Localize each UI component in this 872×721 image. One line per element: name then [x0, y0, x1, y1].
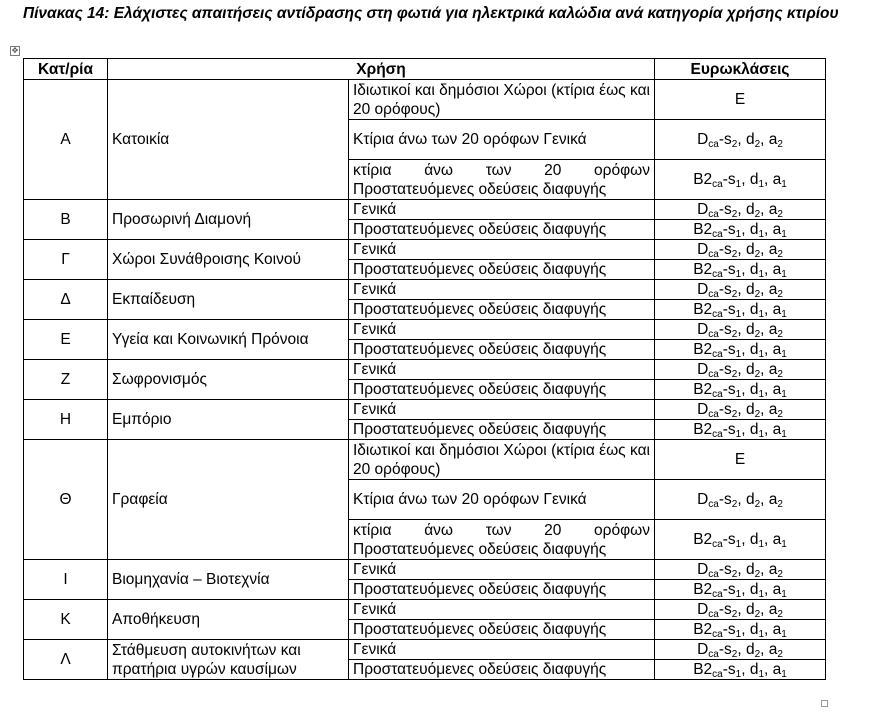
- euroclass-acidity: , a: [760, 321, 778, 338]
- euroclass-smoke: -s: [718, 601, 732, 618]
- category-code: Κ: [24, 600, 108, 640]
- usage-cell: Ιδιωτικοί και δημόσιοι Χώροι (κτίρια έως και 20 ορόφους): [349, 440, 655, 480]
- euroclass-smoke: -s: [718, 361, 732, 378]
- euroclass-smoke-sub: 1: [735, 539, 742, 550]
- euroclass-droplets-sub: 2: [754, 369, 761, 380]
- euroclass-base: B2: [693, 621, 713, 638]
- euroclass-cell: [655, 280, 826, 300]
- euroclass-droplets: , d: [741, 221, 759, 238]
- euroclass-cell: [655, 340, 826, 360]
- euroclass-smoke: -s: [718, 641, 732, 658]
- category-code: Θ: [24, 440, 108, 560]
- usage-cell: Προστατευόμενες οδεύσεις διαφυγής: [349, 660, 655, 680]
- euroclass-base: D: [697, 241, 709, 258]
- euroclass-acidity-sub: 2: [777, 369, 783, 380]
- euroclass-acidity: , a: [764, 301, 782, 318]
- euroclass-droplets: , d: [737, 641, 755, 658]
- table-row: [24, 640, 826, 660]
- euroclass-acidity-sub: 1: [781, 669, 787, 680]
- euroclass-droplets-sub: 2: [754, 649, 761, 660]
- euroclass-acidity: , a: [760, 561, 778, 578]
- euroclass-acidity: , a: [760, 131, 778, 148]
- usage-cell: Προστατευόμενες οδεύσεις διαφυγής: [349, 340, 655, 360]
- euroclass-acidity-sub: 1: [781, 429, 787, 440]
- euroclass-smoke-sub: 1: [735, 309, 742, 320]
- euroclass-cell: [655, 580, 826, 600]
- euroclass-cell: [655, 80, 826, 120]
- euroclass-acidity-sub: 2: [777, 609, 783, 620]
- euroclass-droplets: , d: [741, 531, 759, 548]
- euroclass-cell: [655, 380, 826, 400]
- usage-cell: Προστατευόμενες οδεύσεις διαφυγής: [349, 580, 655, 600]
- euroclass-acidity: , a: [764, 381, 782, 398]
- usage-cell: Κτίρια άνω των 20 ορόφων Γενικά: [349, 480, 655, 520]
- euroclass-droplets-sub: 2: [754, 329, 761, 340]
- euroclass-droplets: , d: [737, 281, 755, 298]
- euroclass-base: B2: [693, 261, 713, 278]
- euroclass-smoke-sub: 1: [735, 629, 742, 640]
- header-euroclass: Ευρωκλάσεις: [655, 59, 826, 80]
- euroclass-smoke: -s: [722, 261, 736, 278]
- euroclass-base: B2: [693, 221, 713, 238]
- euroclass-acidity: , a: [764, 341, 782, 358]
- euroclass-smoke-sub: 1: [735, 589, 742, 600]
- euroclass-smoke-sub: 1: [735, 179, 742, 190]
- euroclass-base: D: [697, 401, 709, 418]
- euroclass-base-sub: ca: [712, 669, 723, 680]
- euroclass-smoke: -s: [722, 381, 736, 398]
- euroclass-smoke-sub: 2: [731, 369, 738, 380]
- euroclass-droplets: , d: [741, 661, 759, 678]
- euroclass-base-sub: ca: [708, 139, 719, 150]
- euroclass-acidity-sub: 1: [781, 269, 787, 280]
- category-name: Υγεία και Κοινωνική Πρόνοια: [108, 320, 349, 360]
- euroclass-droplets-sub: 1: [758, 429, 764, 440]
- euroclass-droplets: , d: [741, 261, 759, 278]
- euroclass-droplets-sub: 2: [754, 499, 761, 510]
- category-code: Α: [24, 80, 108, 200]
- table-move-handle-icon[interactable]: ✥: [11, 46, 19, 55]
- euroclass-base-sub: ca: [712, 309, 723, 320]
- euroclass-cell: [655, 520, 826, 560]
- table-row: [24, 80, 826, 120]
- euroclass-droplets: , d: [737, 491, 755, 508]
- euroclass-base-sub: ca: [712, 229, 723, 240]
- euroclass-droplets-sub: 1: [758, 229, 764, 240]
- euroclass-droplets-sub: 1: [758, 309, 764, 320]
- euroclass-droplets-sub: 1: [758, 179, 764, 190]
- usage-cell: Γενικά: [349, 360, 655, 380]
- category-name: Εμπόριο: [108, 400, 349, 440]
- euroclass-droplets: , d: [741, 301, 759, 318]
- euroclass-droplets: , d: [741, 421, 759, 438]
- euroclass-droplets: , d: [737, 601, 755, 618]
- euroclass-droplets-sub: 2: [754, 609, 761, 620]
- usage-cell: Γενικά: [349, 400, 655, 420]
- euroclass-base-sub: ca: [712, 429, 723, 440]
- euroclass-base-sub: ca: [708, 499, 719, 510]
- category-name: Βιομηχανία – Βιοτεχνία: [108, 560, 349, 600]
- euroclass-droplets: , d: [737, 361, 755, 378]
- euroclass-droplets: , d: [741, 341, 759, 358]
- euroclass-smoke-sub: 2: [731, 609, 738, 620]
- header-row: [24, 59, 826, 80]
- usage-cell: Προστατευόμενες οδεύσεις διαφυγής: [349, 620, 655, 640]
- euroclass-acidity: , a: [760, 281, 778, 298]
- category-name: Χώροι Συνάθροισης Κοινού: [108, 240, 349, 280]
- euroclass-smoke: -s: [718, 321, 732, 338]
- euroclass-base-sub: ca: [708, 609, 719, 620]
- euroclass-cell: [655, 480, 826, 520]
- usage-cell: Γενικά: [349, 200, 655, 220]
- euroclass-smoke: -s: [718, 201, 732, 218]
- table-row: [24, 360, 826, 380]
- euroclass-droplets: , d: [741, 581, 759, 598]
- euroclass-smoke: -s: [722, 581, 736, 598]
- euroclass-cell: [655, 400, 826, 420]
- euroclass-droplets: , d: [737, 401, 755, 418]
- euroclass-cell: [655, 160, 826, 200]
- euroclass-acidity-sub: 1: [781, 229, 787, 240]
- usage-cell: Προστατευόμενες οδεύσεις διαφυγής: [349, 420, 655, 440]
- category-code: Γ: [24, 240, 108, 280]
- euroclass-base-sub: ca: [708, 409, 719, 420]
- euroclass-cell: [655, 620, 826, 640]
- euroclass-droplets-sub: 1: [758, 349, 764, 360]
- euroclass-base-sub: ca: [708, 569, 719, 580]
- euroclass-cell: [655, 260, 826, 280]
- euroclass-smoke-sub: 2: [731, 409, 738, 420]
- euroclass-droplets-sub: 1: [758, 539, 764, 550]
- table-row: [24, 280, 826, 300]
- euroclass-smoke: -s: [718, 281, 732, 298]
- euroclass-cell: [655, 300, 826, 320]
- usage-cell: Προστατευόμενες οδεύσεις διαφυγής: [349, 260, 655, 280]
- category-name: Αποθήκευση: [108, 600, 349, 640]
- usage-cell: Προστατευόμενες οδεύσεις διαφυγής: [349, 380, 655, 400]
- euroclass-acidity-sub: 2: [777, 209, 783, 220]
- euroclass-droplets-sub: 2: [754, 249, 761, 260]
- euroclass-base: D: [697, 131, 709, 148]
- category-code: Ζ: [24, 360, 108, 400]
- euroclass-acidity-sub: 2: [777, 289, 783, 300]
- euroclass-base-sub: ca: [712, 179, 723, 190]
- euroclass-base: D: [697, 491, 709, 508]
- euroclass-smoke-sub: 1: [735, 389, 742, 400]
- euroclass-acidity-sub: 2: [777, 499, 783, 510]
- category-name: Γραφεία: [108, 440, 349, 560]
- euroclass-cell: [655, 360, 826, 380]
- table-row: [24, 320, 826, 340]
- euroclass-acidity: , a: [760, 241, 778, 258]
- euroclass-acidity: , a: [760, 201, 778, 218]
- euroclass-smoke-sub: 2: [731, 329, 738, 340]
- euroclass-acidity-sub: 1: [781, 309, 787, 320]
- euroclass-value: E: [734, 91, 746, 108]
- category-code: Ι: [24, 560, 108, 600]
- euroclass-base: D: [697, 641, 709, 658]
- euroclass-smoke: -s: [718, 241, 732, 258]
- euroclass-base: B2: [693, 301, 713, 318]
- euroclass-base: B2: [693, 341, 713, 358]
- euroclass-acidity-sub: 1: [781, 389, 787, 400]
- euroclass-base-sub: ca: [708, 289, 719, 300]
- euroclass-acidity-sub: 2: [777, 329, 783, 340]
- table-row: [24, 240, 826, 260]
- euroclass-base-sub: ca: [708, 249, 719, 260]
- euroclass-cell: [655, 320, 826, 340]
- euroclass-base-sub: ca: [708, 209, 719, 220]
- euroclass-smoke-sub: 2: [731, 499, 738, 510]
- euroclass-smoke: -s: [718, 131, 732, 148]
- euroclass-base: D: [697, 201, 709, 218]
- euroclass-smoke-sub: 2: [731, 289, 738, 300]
- euroclass-droplets: , d: [741, 381, 759, 398]
- euroclass-acidity-sub: 2: [777, 139, 783, 150]
- euroclass-cell: [655, 120, 826, 160]
- euroclass-base-sub: ca: [712, 349, 723, 360]
- table-row: [24, 600, 826, 620]
- euroclass-smoke-sub: 1: [735, 429, 742, 440]
- usage-cell: Γενικά: [349, 320, 655, 340]
- euroclass-droplets-sub: 1: [758, 589, 764, 600]
- cable-fire-reaction-table: [23, 58, 826, 680]
- euroclass-cell: [655, 220, 826, 240]
- euroclass-droplets-sub: 2: [754, 289, 761, 300]
- table-row: [24, 440, 826, 480]
- header-category: Κατ/ρία: [24, 59, 108, 80]
- euroclass-acidity: , a: [764, 581, 782, 598]
- euroclass-base: B2: [693, 381, 713, 398]
- euroclass-acidity-sub: 1: [781, 349, 787, 360]
- category-name: Σωφρονισμός: [108, 360, 349, 400]
- euroclass-droplets-sub: 1: [758, 269, 764, 280]
- category-code: Β: [24, 200, 108, 240]
- euroclass-smoke-sub: 1: [735, 269, 742, 280]
- euroclass-acidity-sub: 1: [781, 539, 787, 550]
- table-resize-handle[interactable]: [821, 700, 828, 707]
- euroclass-smoke: -s: [722, 531, 736, 548]
- euroclass-base: B2: [693, 171, 713, 188]
- usage-cell: Προστατευόμενες οδεύσεις διαφυγής: [349, 300, 655, 320]
- euroclass-base: B2: [693, 661, 713, 678]
- euroclass-base: D: [697, 561, 709, 578]
- euroclass-droplets-sub: 2: [754, 209, 761, 220]
- euroclass-smoke-sub: 2: [731, 209, 738, 220]
- euroclass-droplets: , d: [737, 201, 755, 218]
- usage-cell: Γενικά: [349, 240, 655, 260]
- category-code: Δ: [24, 280, 108, 320]
- euroclass-smoke: -s: [718, 401, 732, 418]
- category-code: Λ: [24, 640, 108, 680]
- euroclass-droplets-sub: 2: [754, 569, 761, 580]
- euroclass-acidity-sub: 1: [781, 589, 787, 600]
- euroclass-base-sub: ca: [708, 329, 719, 340]
- euroclass-acidity: , a: [764, 621, 782, 638]
- usage-cell: κτίρια άνω των 20 ορόφων Προστατευόμενες οδεύσεις διαφυγής: [349, 160, 655, 200]
- euroclass-smoke-sub: 2: [731, 569, 738, 580]
- euroclass-cell: [655, 560, 826, 580]
- usage-cell: κτίρια άνω των 20 ορόφων Προστατευόμενες οδεύσεις διαφυγής: [349, 520, 655, 560]
- category-name: Προσωρινή Διαμονή: [108, 200, 349, 240]
- euroclass-acidity: , a: [764, 221, 782, 238]
- table-row: [24, 400, 826, 420]
- euroclass-base: D: [697, 601, 709, 618]
- euroclass-base: B2: [693, 581, 713, 598]
- euroclass-droplets: , d: [737, 561, 755, 578]
- euroclass-smoke: -s: [722, 421, 736, 438]
- euroclass-value: E: [734, 451, 746, 468]
- euroclass-acidity-sub: 1: [781, 179, 787, 190]
- euroclass-acidity-sub: 2: [777, 649, 783, 660]
- usage-cell: Γενικά: [349, 600, 655, 620]
- usage-cell: Ιδιωτικοί και δημόσιοι Χώροι (κτίρια έως και 20 ορόφους): [349, 80, 655, 120]
- category-name: Εκπαίδευση: [108, 280, 349, 320]
- euroclass-droplets-sub: 1: [758, 629, 764, 640]
- euroclass-base-sub: ca: [708, 369, 719, 380]
- usage-cell: Γενικά: [349, 560, 655, 580]
- euroclass-acidity: , a: [760, 401, 778, 418]
- euroclass-cell: [655, 240, 826, 260]
- euroclass-smoke-sub: 2: [731, 249, 738, 260]
- euroclass-smoke: -s: [722, 221, 736, 238]
- euroclass-smoke: -s: [718, 491, 732, 508]
- euroclass-cell: [655, 420, 826, 440]
- euroclass-base-sub: ca: [712, 589, 723, 600]
- euroclass-cell: [655, 640, 826, 660]
- euroclass-base-sub: ca: [712, 539, 723, 550]
- euroclass-base-sub: ca: [712, 629, 723, 640]
- euroclass-droplets: , d: [737, 131, 755, 148]
- usage-cell: Προστατευόμενες οδεύσεις διαφυγής: [349, 220, 655, 240]
- euroclass-droplets: , d: [737, 321, 755, 338]
- euroclass-base-sub: ca: [708, 649, 719, 660]
- euroclass-acidity: , a: [764, 171, 782, 188]
- euroclass-droplets: , d: [741, 621, 759, 638]
- euroclass-cell: [655, 440, 826, 480]
- usage-cell: Κτίρια άνω των 20 ορόφων Γενικά: [349, 120, 655, 160]
- euroclass-acidity: , a: [760, 641, 778, 658]
- category-name: Κατοικία: [108, 80, 349, 200]
- category-code: Ε: [24, 320, 108, 360]
- table-caption: Πίνακας 14: Ελάχιστες απαιτήσεις αντίδρασης στη φωτιά για ηλεκτρικά καλώδια ανά κατηγορία χρήσης κτιρίου: [23, 5, 839, 22]
- euroclass-smoke: -s: [722, 171, 736, 188]
- euroclass-droplets-sub: 1: [758, 669, 764, 680]
- euroclass-droplets-sub: 1: [758, 389, 764, 400]
- euroclass-smoke-sub: 1: [735, 349, 742, 360]
- usage-cell: Γενικά: [349, 640, 655, 660]
- euroclass-acidity: , a: [764, 531, 782, 548]
- euroclass-smoke: -s: [722, 661, 736, 678]
- euroclass-droplets-sub: 2: [754, 409, 761, 420]
- euroclass-cell: [655, 200, 826, 220]
- usage-cell: Γενικά: [349, 280, 655, 300]
- category-code: Η: [24, 400, 108, 440]
- euroclass-acidity: , a: [764, 421, 782, 438]
- euroclass-cell: [655, 660, 826, 680]
- category-name: Στάθμευση αυτοκινήτων και πρατήρια υγρών καυσίμων: [108, 640, 349, 680]
- euroclass-base: B2: [693, 531, 713, 548]
- euroclass-base: D: [697, 321, 709, 338]
- table-row: [24, 560, 826, 580]
- euroclass-smoke-sub: 1: [735, 229, 742, 240]
- euroclass-acidity-sub: 1: [781, 629, 787, 640]
- euroclass-smoke: -s: [722, 621, 736, 638]
- euroclass-acidity: , a: [760, 491, 778, 508]
- euroclass-base: B2: [693, 421, 713, 438]
- euroclass-smoke: -s: [718, 561, 732, 578]
- euroclass-acidity-sub: 2: [777, 569, 783, 580]
- euroclass-droplets: , d: [741, 171, 759, 188]
- euroclass-smoke: -s: [722, 341, 736, 358]
- euroclass-droplets-sub: 2: [754, 139, 761, 150]
- euroclass-acidity: , a: [764, 261, 782, 278]
- euroclass-smoke-sub: 2: [731, 139, 738, 150]
- euroclass-acidity: , a: [764, 661, 782, 678]
- euroclass-base: D: [697, 281, 709, 298]
- euroclass-acidity: , a: [760, 361, 778, 378]
- euroclass-acidity-sub: 2: [777, 249, 783, 260]
- euroclass-smoke: -s: [722, 301, 736, 318]
- euroclass-smoke-sub: 2: [731, 649, 738, 660]
- euroclass-acidity: , a: [760, 601, 778, 618]
- euroclass-cell: [655, 600, 826, 620]
- table-row: [24, 200, 826, 220]
- euroclass-base: D: [697, 361, 709, 378]
- euroclass-base-sub: ca: [712, 389, 723, 400]
- euroclass-smoke-sub: 1: [735, 669, 742, 680]
- euroclass-droplets: , d: [737, 241, 755, 258]
- header-usage: Χρήση: [108, 59, 655, 80]
- euroclass-acidity-sub: 2: [777, 409, 783, 420]
- euroclass-base-sub: ca: [712, 269, 723, 280]
